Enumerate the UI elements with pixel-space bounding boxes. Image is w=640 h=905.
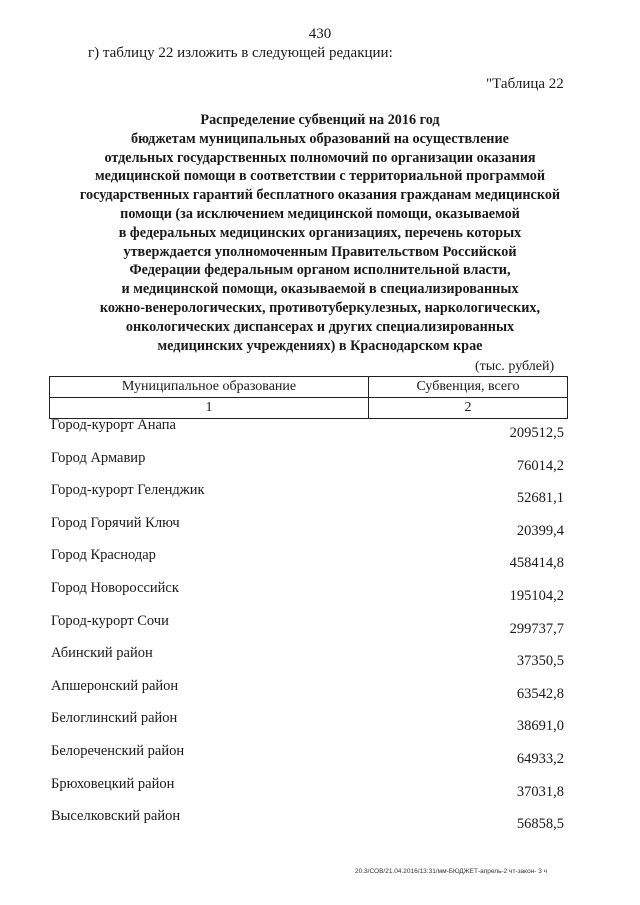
table-row	[49, 808, 568, 841]
municipality-name: Апшеронский район	[51, 677, 179, 694]
heading-line: в федеральных медицинских организациях, перечень которых	[118, 224, 522, 241]
column-number-1: 1	[50, 398, 369, 418]
subvention-value: 64933,2	[516, 750, 564, 767]
units-label: (тыс. рублей)	[475, 359, 555, 374]
subvention-value: 195104,2	[509, 587, 564, 604]
intro-text: г) таблицу 22 изложить в следующей редакции:	[88, 45, 393, 61]
subvention-value: 209512,5	[509, 425, 564, 441]
table-row	[49, 743, 568, 776]
municipality-name: Город-курорт Геленджик	[51, 482, 205, 499]
municipality-name: Город-курорт Сочи	[51, 612, 169, 629]
table-header	[49, 376, 568, 419]
heading-line: бюджетам муниципальных образований на осуществление	[131, 130, 509, 147]
subvention-value: 52681,1	[516, 490, 564, 507]
heading-line: Распределение субвенций на 2016 год	[200, 112, 440, 128]
subvention-value: 37350,5	[516, 653, 564, 670]
municipality-name: Город Горячий Ключ	[51, 514, 180, 531]
table-row	[49, 417, 568, 450]
table-row	[49, 515, 568, 548]
page-number: 430	[308, 26, 332, 42]
subvention-value: 20399,4	[516, 522, 564, 539]
heading-line: утверждается уполномоченным Правительством Российской	[123, 243, 517, 260]
table-row	[49, 580, 568, 613]
table-label: "Таблица 22	[486, 76, 564, 92]
table-heading	[40, 111, 600, 355]
column-number-2: 2	[464, 400, 472, 415]
table-row	[49, 547, 568, 580]
table-row	[49, 678, 568, 711]
table-row	[49, 482, 568, 515]
heading-line: государственных гарантий бесплатного оказания гражданам медицинской	[79, 187, 561, 204]
municipality-name: Выселковский район	[51, 808, 181, 825]
municipality-name: Белореченский район	[51, 742, 185, 759]
header-municipality: Муниципальное образование	[50, 377, 369, 397]
header-subvention: Субвенция, всего	[416, 379, 520, 394]
heading-line: помощи (за исключением медицинской помощи, оказываемой	[120, 205, 520, 222]
table-body	[49, 417, 568, 841]
column-number-row	[50, 398, 567, 418]
table-row	[49, 645, 568, 678]
table-row	[49, 710, 568, 743]
table-row	[49, 776, 568, 809]
heading-line: кожно-венерологических, противотуберкулезных, наркологических,	[99, 299, 541, 316]
heading-line: и медицинской помощи, оказываемой в специализированных	[121, 281, 519, 298]
subvention-value: 38691,0	[516, 718, 564, 735]
subvention-value: 299737,7	[509, 620, 564, 637]
subvention-value: 63542,8	[516, 685, 564, 702]
municipality-name: Город-курорт Анапа	[51, 417, 176, 433]
subvention-value: 76014,2	[516, 457, 564, 474]
subvention-value: 458414,8	[509, 555, 564, 572]
subvention-value: 56858,5	[516, 816, 564, 833]
heading-line: медицинских учреждениях) в Краснодарском крае	[157, 337, 483, 354]
table-row	[49, 450, 568, 483]
table-row	[49, 613, 568, 646]
municipality-name: Город Краснодар	[51, 547, 156, 564]
municipality-name: Город Армавир	[51, 449, 146, 466]
footer-code: 20.3/СОВ/21.04.2016/13:31/мм-БЮДЖЕТ-апрель-2 чт-закон- 3 ч	[355, 868, 548, 875]
municipality-name: Город Новороссийск	[51, 579, 179, 596]
heading-line: онкологических диспансерах и других специализированных	[125, 318, 515, 335]
municipality-name: Абинский район	[51, 645, 153, 662]
header-row	[50, 377, 567, 398]
municipality-name: Белоглинский район	[51, 710, 178, 727]
subvention-value: 37031,8	[516, 783, 564, 800]
municipality-name: Брюховецкий район	[51, 775, 175, 792]
heading-line: отдельных государственных полномочий по организации оказания	[104, 149, 536, 166]
heading-line: медицинской помощи в соответствии с территориальной программой	[94, 168, 546, 185]
heading-line: Федерации федеральным органом исполнительной власти,	[129, 262, 511, 279]
